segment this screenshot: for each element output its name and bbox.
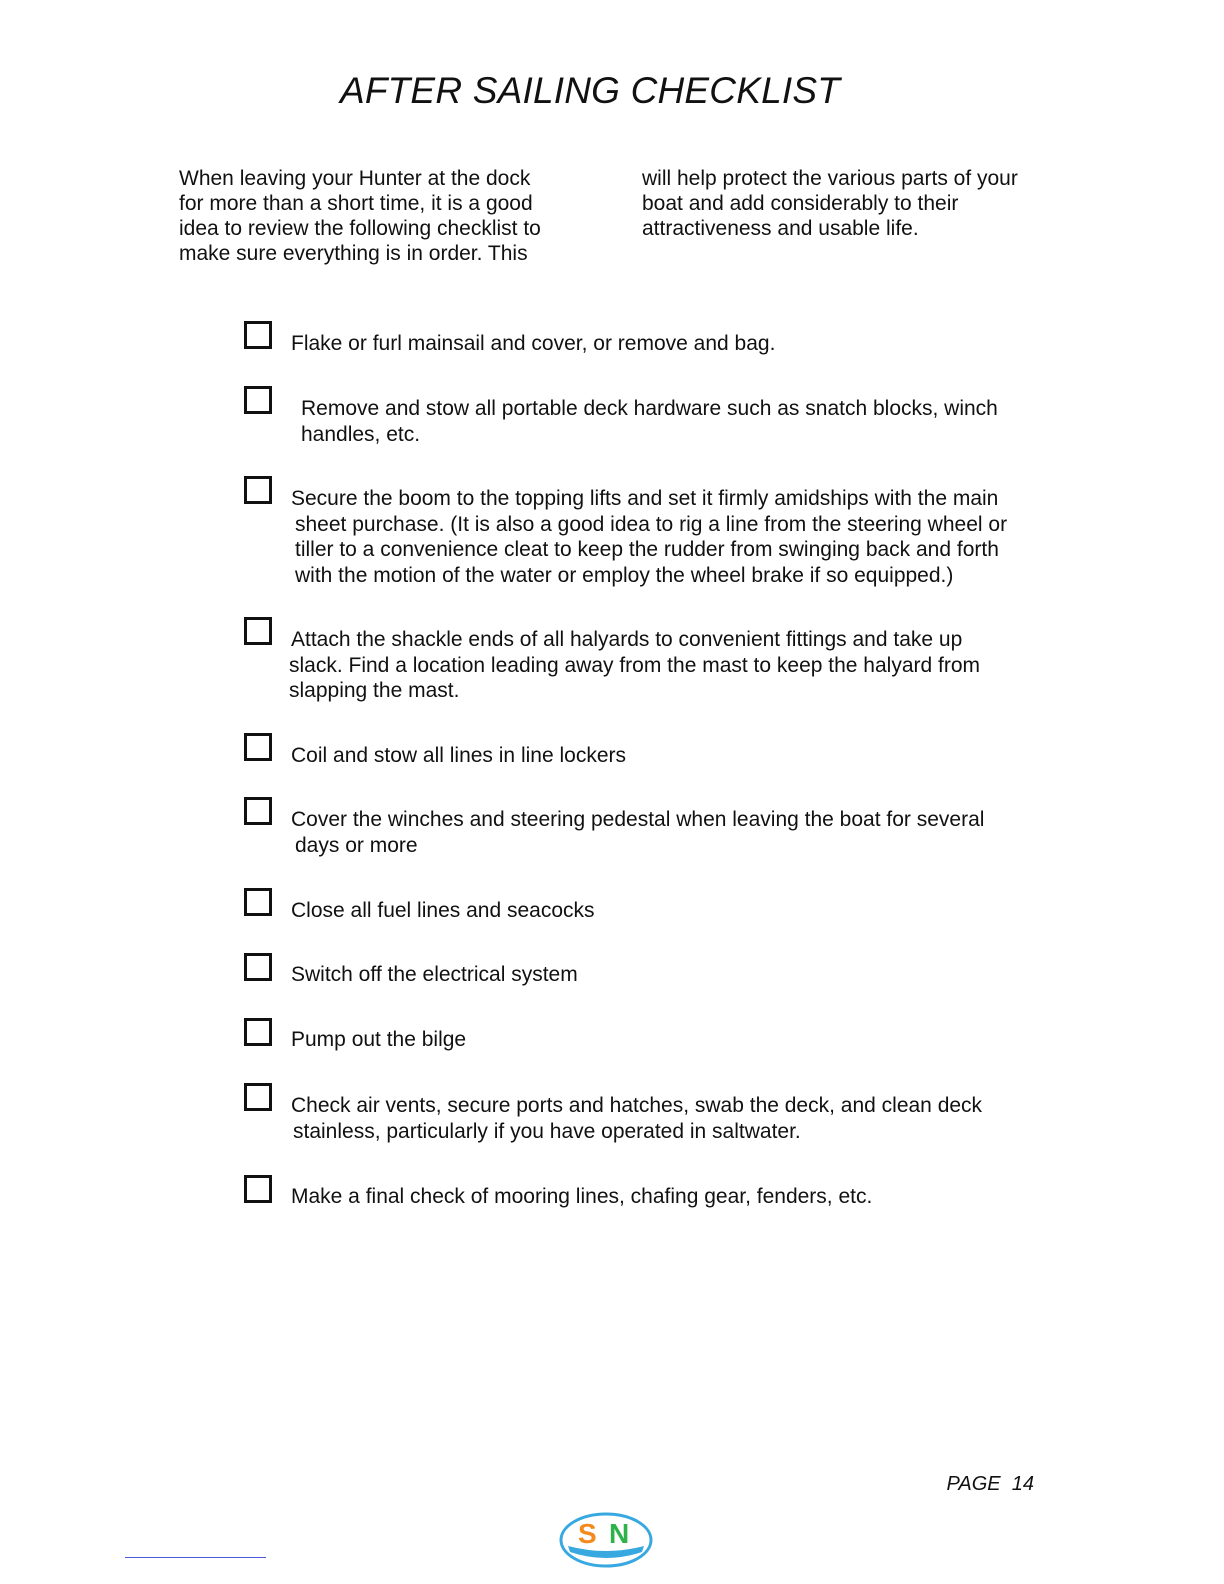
checklist-line: Coil and stow all lines in line lockers xyxy=(291,744,626,767)
checklist-line: Attach the shackle ends of all halyards to convenient fittings and take up xyxy=(291,628,963,651)
checklist-line: slapping the mast. xyxy=(289,679,460,702)
logo-letter-s: S xyxy=(578,1518,597,1549)
checkbox[interactable] xyxy=(244,1018,272,1046)
checklist-item-text xyxy=(291,898,595,924)
intro-line: for more than a short time, it is a good xyxy=(179,192,533,215)
logo-ring xyxy=(561,1514,651,1566)
intro-line: When leaving your Hunter at the dock xyxy=(179,167,531,190)
checklist-item-text xyxy=(291,331,775,357)
checklist-item-text xyxy=(301,396,998,447)
checklist-line: stainless, particularly if you have operated in saltwater. xyxy=(293,1119,801,1143)
checklist-line: slack. Find a location leading away from the mast to keep the halyard from xyxy=(289,653,981,677)
checklist-line: handles, etc. xyxy=(301,422,421,446)
intro-line: attractiveness and usable life. xyxy=(642,217,919,240)
logo-letter-n: N xyxy=(609,1518,630,1549)
checklist-line: Remove and stow all portable deck hardware such as snatch blocks, winch xyxy=(301,397,998,420)
checkbox[interactable] xyxy=(244,386,272,414)
checklist-item-text xyxy=(291,743,626,769)
intro-right-column xyxy=(642,166,1062,241)
checklist-item-text xyxy=(291,1093,982,1144)
intro-line: will help protect the various parts of your xyxy=(642,167,1018,190)
checklist-line: Make a final check of mooring lines, chafing gear, fenders, etc. xyxy=(291,1185,873,1208)
sn-logo xyxy=(558,1512,654,1570)
checklist-line: days or more xyxy=(295,833,418,857)
checklist-item-text xyxy=(291,486,1007,588)
checklist-item-text xyxy=(291,1184,872,1210)
intro-line: boat and add considerably to their xyxy=(642,192,959,215)
checkbox[interactable] xyxy=(244,476,272,504)
checkbox[interactable] xyxy=(244,321,272,349)
checkbox[interactable] xyxy=(244,953,272,981)
intro-left-column xyxy=(179,166,599,266)
checkbox[interactable] xyxy=(244,1175,272,1203)
checklist-line: Pump out the bilge xyxy=(291,1028,467,1051)
page-title: AFTER SAILING CHECKLIST xyxy=(339,70,841,111)
checklist-line: tiller to a convenience cleat to keep the rudder from swinging back and forth xyxy=(295,538,999,561)
checklist-item-text xyxy=(291,962,578,988)
checklist-line: Flake or furl mainsail and cover, or remove and bag. xyxy=(291,332,776,355)
intro-line: make sure everything is in order. This xyxy=(179,242,528,265)
checklist-line: Cover the winches and steering pedestal when leaving the boat for several xyxy=(291,808,985,831)
checklist-item-text xyxy=(291,627,980,704)
checklist-line: Close all fuel lines and seacocks xyxy=(291,899,595,922)
checkbox[interactable] xyxy=(244,1083,272,1111)
checkbox[interactable] xyxy=(244,617,272,645)
checklist-line: Switch off the electrical system xyxy=(291,963,578,986)
checklist-line: Secure the boom to the topping lifts and set it firmly amidships with the main xyxy=(291,487,999,510)
intro-line: idea to review the following checklist to xyxy=(179,217,541,240)
checklist-item-text xyxy=(291,1027,466,1053)
checkbox[interactable] xyxy=(244,797,272,825)
checkbox[interactable] xyxy=(244,733,272,761)
checkbox[interactable] xyxy=(244,888,272,916)
checklist-line: Check air vents, secure ports and hatches, swab the deck, and clean deck xyxy=(291,1094,983,1117)
checklist-item-text xyxy=(291,807,984,858)
page-number: PAGE 14 xyxy=(946,1473,1034,1495)
checklist-line: with the motion of the water or employ the wheel brake if so equipped.) xyxy=(295,563,954,587)
checklist-line: sheet purchase. (It is also a good idea to rig a line from the steering wheel or xyxy=(295,512,1008,536)
footer-divider xyxy=(125,1557,266,1558)
